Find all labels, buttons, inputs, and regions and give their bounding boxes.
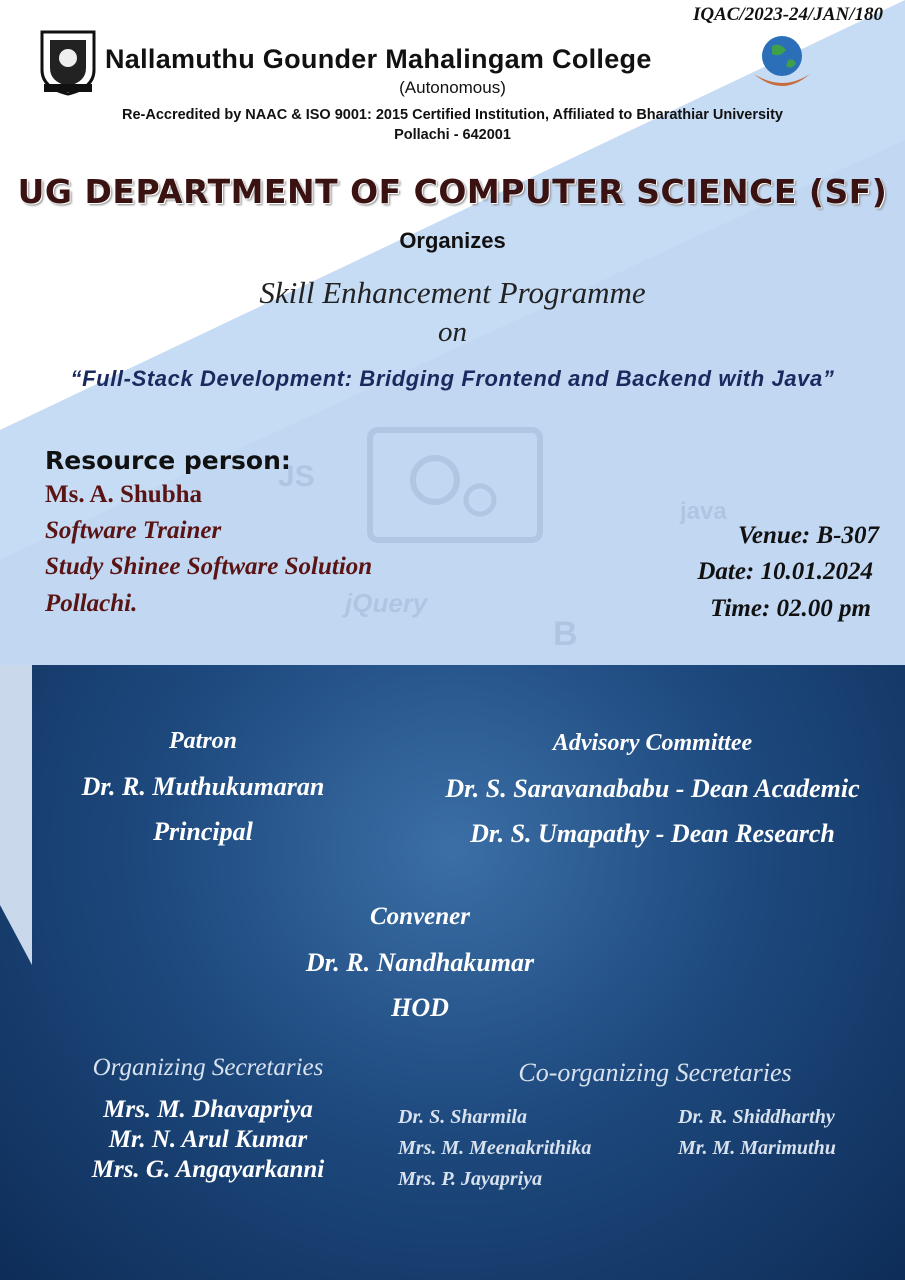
organizing-member-1: Mrs. M. Dhavapriya bbox=[103, 1096, 313, 1123]
resource-heading: Resource person: bbox=[45, 446, 291, 475]
bootstrap-ghost-icon: B bbox=[553, 615, 578, 653]
patron-title: Principal bbox=[153, 817, 253, 846]
venue-text: Venue: B-307 bbox=[738, 522, 879, 549]
advisory-member-2: Dr. S. Umapathy - Dean Research bbox=[470, 819, 835, 848]
convener-heading: Convener bbox=[370, 903, 470, 930]
organizes-label: Organizes bbox=[399, 228, 506, 253]
programme-title: Skill Enhancement Programme bbox=[259, 275, 646, 310]
patron-name: Dr. R. Muthukumaran bbox=[81, 772, 325, 801]
resource-role: Software Trainer bbox=[45, 517, 222, 544]
convener-name: Dr. R. Nandhakumar bbox=[305, 948, 535, 977]
patron-heading: Patron bbox=[168, 728, 237, 754]
college-name: Nallamuthu Gounder Mahalingam College bbox=[105, 44, 652, 74]
co-organizing-member-4: Dr. R. Shiddharthy bbox=[678, 1106, 835, 1128]
organizing-member-2: Mr. N. Arul Kumar bbox=[108, 1126, 308, 1153]
co-organizing-member-2: Mrs. M. Meenakrithika bbox=[398, 1137, 592, 1159]
accreditation-line: Re-Accredited by NAAC & ISO 9001: 2015 Certified Institution, Affiliated to Bharathiar University bbox=[122, 107, 783, 123]
resource-name: Ms. A. Shubha bbox=[45, 481, 203, 508]
co-organizing-member-5: Mr. M. Marimuthu bbox=[678, 1137, 836, 1159]
resource-city: Pollachi. bbox=[45, 590, 138, 617]
event-topic: “Full-Stack Development: Bridging Frontend and Backend with Java” bbox=[70, 366, 835, 391]
co-organizing-member-3: Mrs. P. Jayapriya bbox=[398, 1168, 543, 1190]
advisory-heading: Advisory Committee bbox=[552, 730, 753, 756]
organizing-member-3: Mrs. G. Angayarkanni bbox=[91, 1156, 325, 1183]
organizing-heading: Organizing Secretaries bbox=[92, 1054, 324, 1081]
college-location: Pollachi - 642001 bbox=[394, 127, 511, 143]
advisory-member-1: Dr. S. Saravanababu - Dean Academic bbox=[445, 774, 860, 803]
resource-company: Study Shinee Software Solution bbox=[45, 553, 373, 580]
jquery-ghost-icon: jQuery bbox=[345, 588, 428, 618]
date-text: Date: 10.01.2024 bbox=[697, 558, 873, 585]
on-label: on bbox=[438, 316, 467, 348]
reference-code: IQAC/2023-24/JAN/180 bbox=[692, 4, 883, 25]
java-ghost-icon: java bbox=[680, 498, 727, 525]
college-status: (Autonomous) bbox=[399, 78, 506, 97]
globe-hand-logo bbox=[750, 30, 814, 90]
co-organizing-member-1: Dr. S. Sharmila bbox=[398, 1106, 527, 1128]
co-organizing-heading: Co-organizing Secretaries bbox=[518, 1058, 792, 1087]
department-title: UG DEPARTMENT OF COMPUTER SCIENCE (SF) bbox=[17, 172, 888, 211]
js-ghost-icon: JS bbox=[278, 460, 315, 493]
convener-title: HOD bbox=[391, 993, 449, 1022]
laptop-gear-ghost-icon bbox=[365, 425, 545, 555]
time-text: Time: 02.00 pm bbox=[710, 595, 871, 622]
